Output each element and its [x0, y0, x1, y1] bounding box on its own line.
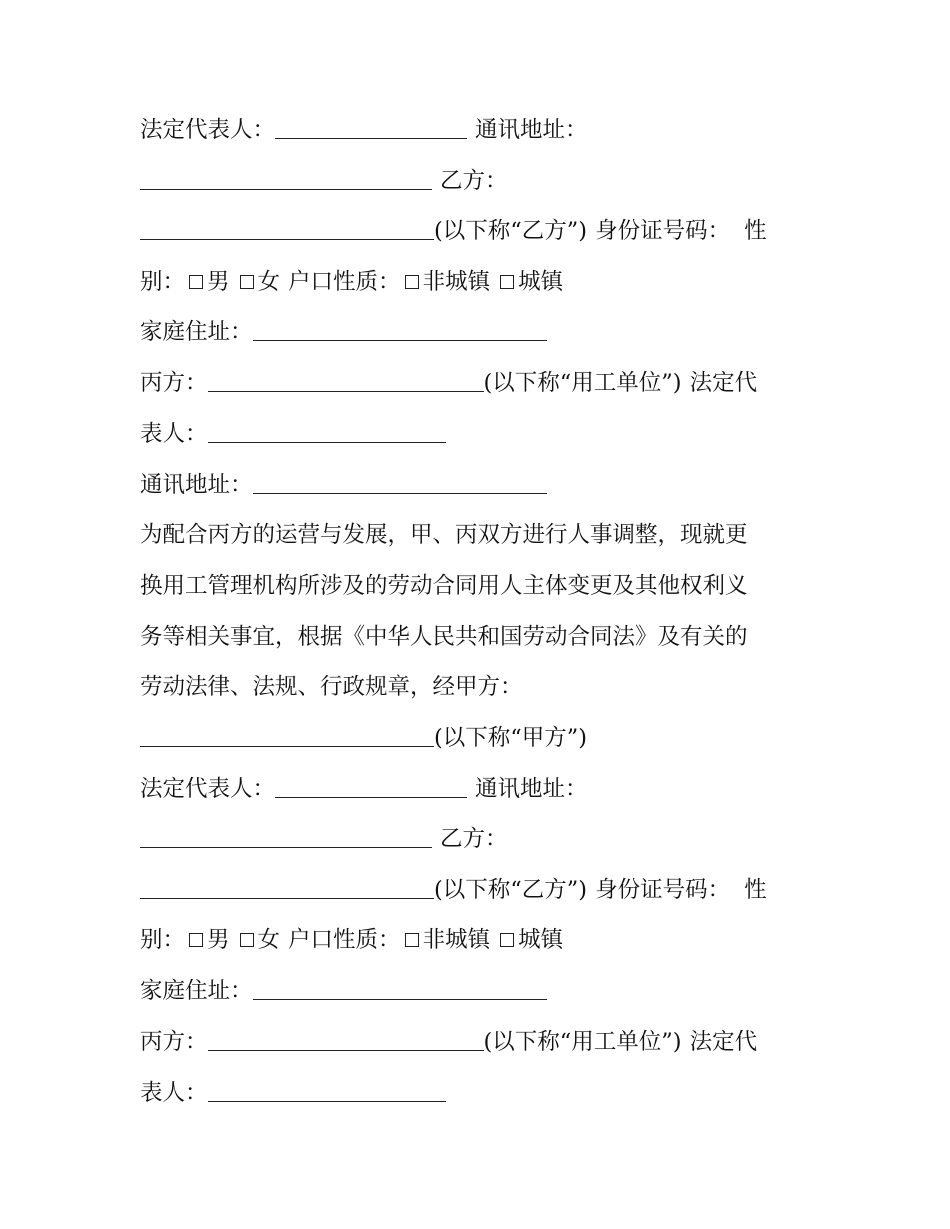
hukou-label: 户口性质：	[288, 927, 401, 953]
male-checkbox[interactable]	[189, 275, 203, 289]
legal-rep-cont-line	[140, 414, 446, 454]
female-checkbox[interactable]	[240, 933, 254, 947]
party-c-blank[interactable]	[208, 1049, 484, 1051]
address-blank[interactable]	[140, 188, 432, 190]
non-urban-checkbox[interactable]	[405, 275, 419, 289]
party-b-note: (以下称“乙方”)	[434, 218, 588, 244]
legal-rep-part2: 表人：	[140, 1080, 208, 1106]
urban-checkbox[interactable]	[500, 275, 514, 289]
address-blank[interactable]	[140, 846, 432, 848]
gender-line	[140, 262, 563, 302]
legal-rep-line	[140, 769, 588, 809]
home-address-blank[interactable]	[253, 339, 547, 341]
party-c-label: 丙方：	[140, 1029, 208, 1055]
male-label: 男	[207, 269, 230, 295]
party-b-line	[140, 819, 508, 859]
legal-rep-label: 法定代表人：	[140, 117, 276, 143]
legal-rep-blank[interactable]	[275, 796, 467, 798]
legal-rep-cont-line	[140, 1073, 446, 1113]
party-c-line	[140, 363, 757, 403]
urban-label: 城镇	[518, 927, 564, 953]
party-b-name-line	[140, 211, 767, 251]
party-c-note: (以下称“用工单位”)	[483, 370, 682, 396]
gender-label-part1: 性	[744, 218, 767, 244]
urban-label: 城镇	[518, 269, 564, 295]
party-b-line	[140, 161, 508, 201]
party-c-legal-rep-blank[interactable]	[208, 441, 446, 443]
non-urban-checkbox[interactable]	[405, 933, 419, 947]
party-b-note: (以下称“乙方”)	[434, 877, 588, 903]
home-address-label: 家庭住址：	[140, 319, 253, 345]
party-b-name-line	[140, 870, 767, 910]
paragraph-line-2: 换用工管理机构所涉及的劳动合同用人主体变更及其他权利义	[140, 573, 748, 599]
legal-rep-part2: 表人：	[140, 421, 208, 447]
hukou-label: 户口性质：	[288, 269, 401, 295]
home-address-line	[140, 312, 547, 352]
paragraph-line-3: 务等相关事宜，根据《中华人民共和国劳动合同法》及有关的	[140, 624, 748, 650]
paragraph-line-1: 为配合丙方的运营与发展，甲、丙双方进行人事调整，现就更	[140, 522, 748, 548]
legal-rep-part1: 法定代	[689, 1029, 758, 1055]
comm-address-line	[140, 465, 547, 505]
legal-rep-blank[interactable]	[275, 137, 467, 139]
home-address-line	[140, 971, 547, 1011]
comm-address-label: 通讯地址：	[140, 472, 253, 498]
female-label: 女	[257, 269, 281, 295]
party-c-note: (以下称“用工单位”)	[483, 1029, 682, 1055]
non-urban-label: 非城镇	[422, 927, 491, 953]
gender-line	[140, 920, 563, 960]
party-b-label: 乙方：	[440, 826, 508, 852]
legal-rep-line	[140, 110, 588, 150]
id-label: 身份证号码：	[595, 877, 731, 903]
party-c-line	[140, 1022, 757, 1062]
female-label: 女	[257, 927, 281, 953]
party-c-blank[interactable]	[208, 390, 484, 392]
legal-rep-label: 法定代表人：	[140, 776, 276, 802]
address-label: 通讯地址：	[475, 776, 588, 802]
party-b-name-blank[interactable]	[140, 238, 434, 240]
home-address-label: 家庭住址：	[140, 978, 253, 1004]
comm-address-blank[interactable]	[253, 492, 547, 494]
gender-label-part2: 别：	[140, 927, 186, 953]
party-a-note: (以下称“甲方”)	[434, 725, 588, 751]
party-a-line	[140, 718, 587, 758]
urban-checkbox[interactable]	[500, 933, 514, 947]
party-c-legal-rep-blank[interactable]	[208, 1100, 446, 1102]
party-b-label: 乙方：	[440, 168, 508, 194]
gender-label-part2: 别：	[140, 269, 186, 295]
home-address-blank[interactable]	[253, 998, 547, 1000]
non-urban-label: 非城镇	[422, 269, 491, 295]
gender-label-part1: 性	[744, 877, 767, 903]
party-c-label: 丙方：	[140, 370, 208, 396]
legal-rep-part1: 法定代	[689, 370, 758, 396]
male-checkbox[interactable]	[189, 933, 203, 947]
party-b-name-blank[interactable]	[140, 897, 434, 899]
male-label: 男	[207, 927, 230, 953]
address-label: 通讯地址：	[475, 117, 588, 143]
paragraph-line-4: 劳动法律、法规、行政规章，经甲方：	[140, 674, 523, 700]
party-a-blank[interactable]	[140, 745, 434, 747]
female-checkbox[interactable]	[240, 275, 254, 289]
id-label: 身份证号码：	[595, 218, 731, 244]
